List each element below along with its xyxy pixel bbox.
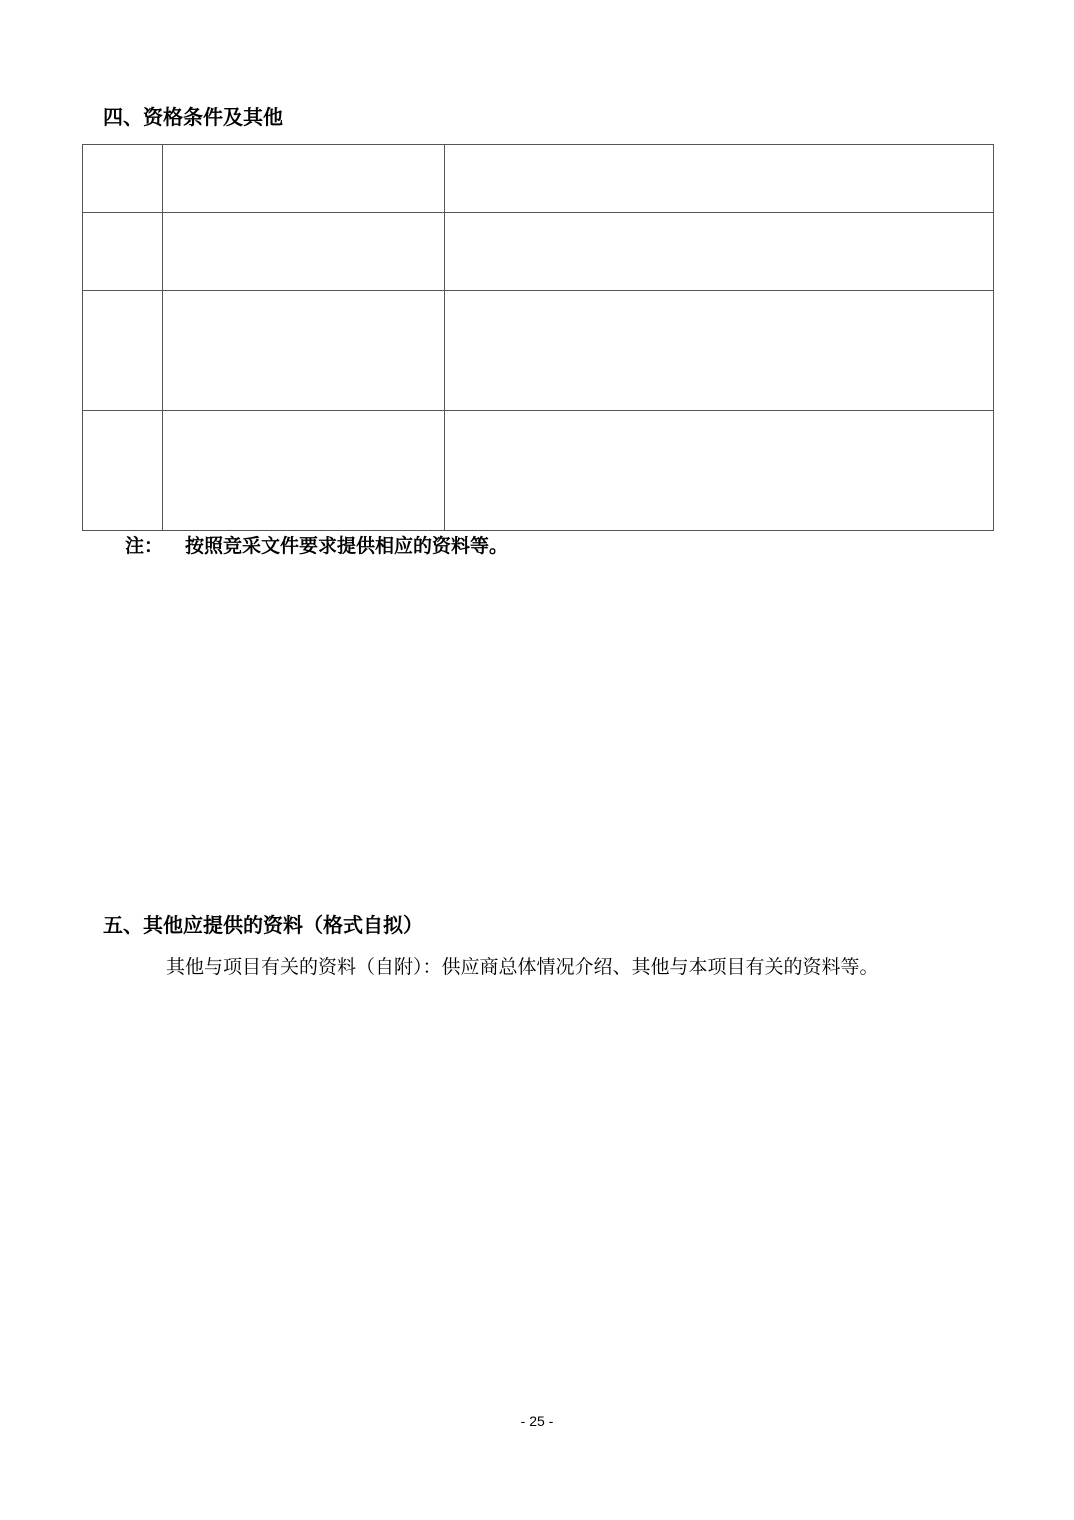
table-row: [83, 213, 994, 291]
note-label: 注：: [125, 535, 164, 557]
table-cell: [83, 411, 163, 531]
table-cell: [163, 145, 445, 213]
table-cell: [83, 145, 163, 213]
table-cell: [163, 411, 445, 531]
qualification-table: [82, 144, 994, 531]
section-4-heading: 四、资格条件及其他: [103, 105, 283, 129]
table-cell: [83, 213, 163, 291]
table-row: [83, 145, 994, 213]
section-5-paragraph: 其他与项目有关的资料（自附）：供应商总体情况介绍、其他与本项目有关的资料等。: [166, 956, 879, 978]
table-cell: [445, 291, 994, 411]
table-cell: [163, 291, 445, 411]
table-row: [83, 411, 994, 531]
table-cell: [445, 145, 994, 213]
note-text: 按照竞采文件要求提供相应的资料等。: [185, 535, 509, 557]
table-cell: [83, 291, 163, 411]
page-number: - 25 -: [520, 1413, 554, 1429]
section-5-heading: 五、其他应提供的资料（格式自拟）: [103, 913, 423, 937]
table-row: [83, 291, 994, 411]
table-cell: [163, 213, 445, 291]
table-note: [125, 533, 508, 559]
table-cell: [445, 213, 994, 291]
table-cell: [445, 411, 994, 531]
